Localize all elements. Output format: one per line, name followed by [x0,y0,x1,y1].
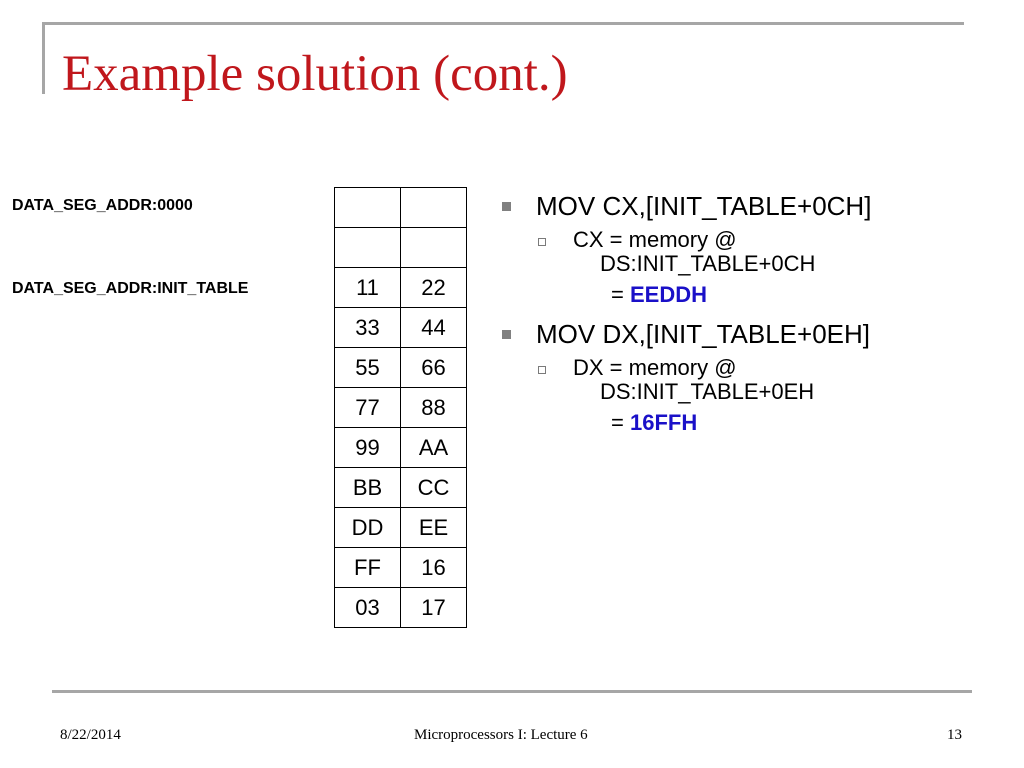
memory-cell: 55 [335,348,401,388]
sub-bullet-cx [498,228,998,252]
label-data-seg-addr-init-table: DATA_SEG_ADDR:INIT_TABLE [12,280,249,297]
sub-bullet-line1: DX = memory @ [573,355,737,380]
memory-cell: 66 [401,348,467,388]
bullet-mov-cx [498,190,998,222]
result-value: EEDDH [629,282,707,307]
footer-course: Microprocessors I: Lecture 6 [414,727,588,743]
bullet-text: MOV CX,[INIT_TABLE+0CH] [536,191,872,221]
title-frame-top-rule [42,22,964,25]
label-data-seg-addr-0000: DATA_SEG_ADDR:0000 [12,197,193,214]
title-frame-left-rule [42,22,45,94]
sub-bullet-result [498,410,998,436]
sub-bullet-line2: DS:INIT_TABLE+0CH [600,251,816,276]
memory-cell: 33 [335,308,401,348]
square-bullet-icon [502,330,511,339]
memory-row [335,588,467,628]
memory-row [335,508,467,548]
bullet-mov-dx [498,318,998,350]
footer-page-number: 13 [947,727,962,743]
memory-row [335,428,467,468]
result-value: 16FFH [629,410,698,435]
hollow-square-bullet-icon [538,238,546,246]
memory-cell [401,228,467,268]
hollow-square-bullet-icon [538,366,546,374]
memory-cell: 88 [401,388,467,428]
memory-row [335,468,467,508]
memory-cell: AA [401,428,467,468]
memory-cell: 16 [401,548,467,588]
memory-row [335,308,467,348]
memory-table-body [335,188,467,628]
memory-row [335,348,467,388]
bullet-list [498,190,998,436]
footer-date: 8/22/2014 [60,727,121,743]
memory-row [335,268,467,308]
memory-row [335,228,467,268]
bullet-text: MOV DX,[INIT_TABLE+0EH] [536,319,871,349]
memory-row [335,548,467,588]
memory-cell: 17 [401,588,467,628]
result-prefix: = [611,282,624,307]
footer-rule [52,690,972,693]
memory-row [335,188,467,228]
memory-cell: DD [335,508,401,548]
sub-bullet-dx [498,356,998,380]
sub-bullet-line2: DS:INIT_TABLE+0EH [600,379,815,404]
memory-table [334,187,467,628]
memory-cell: 22 [401,268,467,308]
memory-cell: FF [335,548,401,588]
memory-cell: EE [401,508,467,548]
memory-row [335,388,467,428]
memory-cell [335,188,401,228]
result-prefix: = [611,410,624,435]
memory-cell [335,228,401,268]
memory-cell: 44 [401,308,467,348]
sub-bullet-result [498,282,998,308]
slide-title: Example solution (cont.) [62,46,568,102]
sub-bullet-line1: CX = memory @ [573,227,737,252]
square-bullet-icon [502,202,511,211]
memory-cell: 99 [335,428,401,468]
memory-cell: 03 [335,588,401,628]
memory-cell [401,188,467,228]
memory-cell: BB [335,468,401,508]
memory-cell: 77 [335,388,401,428]
memory-cell: CC [401,468,467,508]
memory-cell: 11 [335,268,401,308]
